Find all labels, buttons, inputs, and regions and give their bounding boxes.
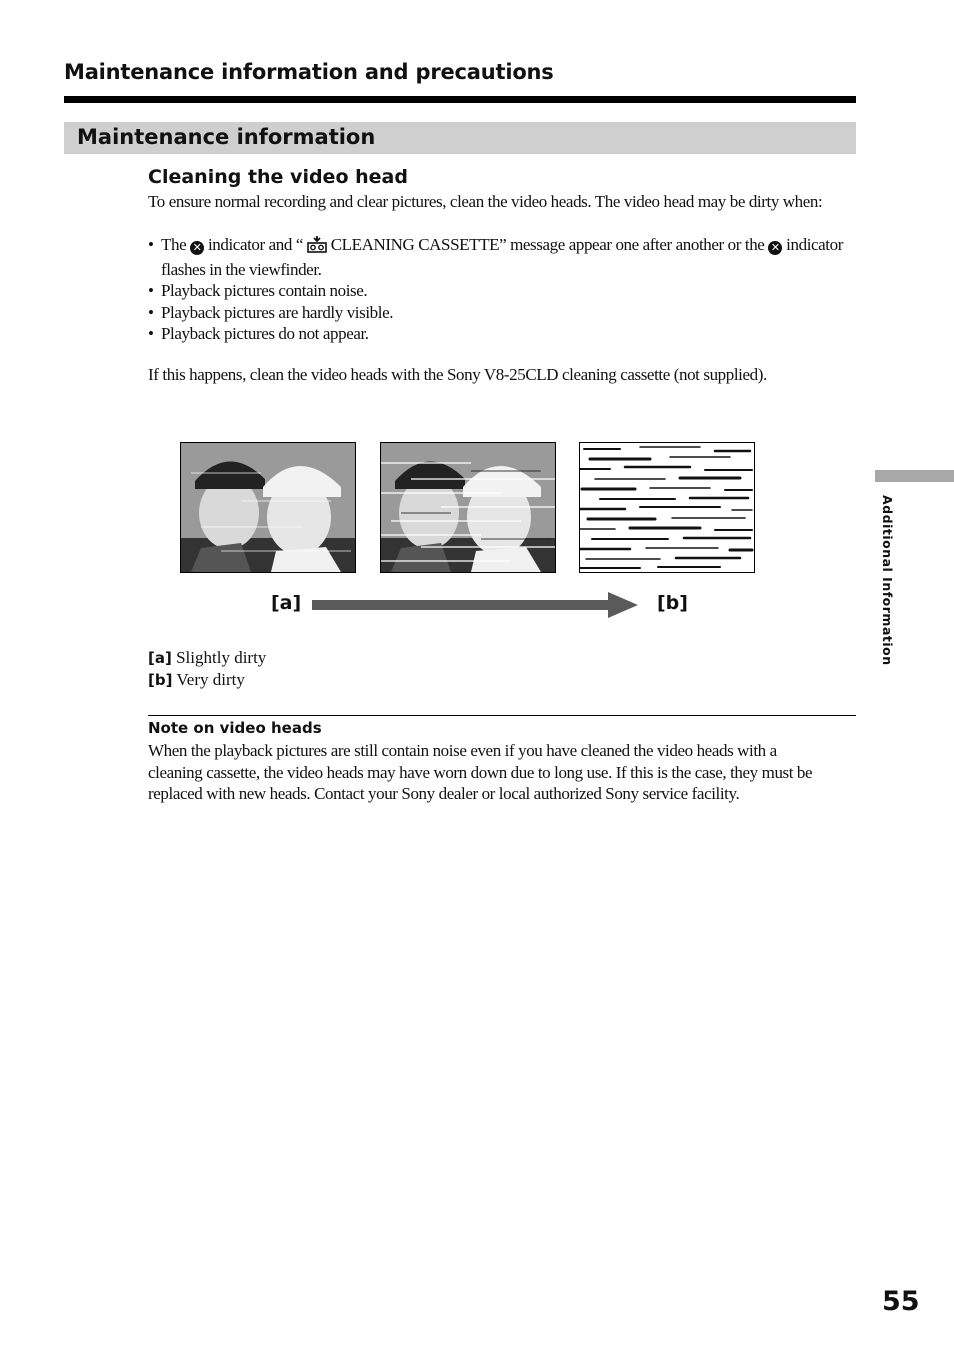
figure-label-a: [a] <box>271 592 302 614</box>
note-paragraph: When the playback pictures are still contain noise even if you have cleaned the video heads with a cleaning cassette, the video heads may have worn down due to long use. If this is the case, they must be replaced with new heads. Contact your Sony dealer or local authorized Sony service facility. <box>148 741 813 803</box>
legend-text-a: Slightly dirty <box>176 648 267 667</box>
legend-text-b: Very dirty <box>176 670 245 689</box>
bullet-text: indicator flashes in the viewfinder. <box>161 235 843 279</box>
conclusion-paragraph: If this happens, clean the video heads with the Sony V8-25CLD cleaning cassette (not supplied). <box>148 365 767 384</box>
side-tab-marker <box>875 470 954 482</box>
photo-slightly-dirty <box>180 442 356 573</box>
subheading-bar <box>64 122 856 154</box>
list-item: • Playback pictures are hardly visible. <box>148 302 848 324</box>
figure-label-b: [b] <box>657 592 688 614</box>
section-title: Maintenance information and precautions <box>64 60 554 84</box>
symptom-list <box>148 234 848 345</box>
note-divider <box>148 715 856 716</box>
intro-paragraph: To ensure normal recording and clear pictures, clean the video heads. The video head may be dirty when: <box>148 192 823 211</box>
photo-moderately-dirty <box>380 442 556 573</box>
list-item: • Playback pictures contain noise. <box>148 280 848 302</box>
bullet-text: indicator and “ <box>207 235 303 254</box>
cleaning-cassette-icon <box>307 235 327 259</box>
bullet-text: CLEANING CASSETTE” message appear one after another or the <box>330 235 765 254</box>
warning-x-icon: ✕ <box>768 241 782 255</box>
page-number: 55 <box>882 1286 920 1317</box>
legend-row-a <box>148 647 266 669</box>
subheading: Maintenance information <box>77 125 376 149</box>
legend-row-b <box>148 669 266 691</box>
progress-arrow <box>312 590 640 620</box>
note-heading: Note on video heads <box>148 719 322 737</box>
list-item: • Playback pictures do not appear. <box>148 323 848 345</box>
list-item <box>148 234 848 280</box>
legend-key-a: [a] <box>148 649 172 667</box>
section-rule <box>64 96 856 103</box>
bullet-text: The <box>161 235 187 254</box>
side-section-label: Additional Information <box>880 495 895 666</box>
photo-very-dirty <box>579 442 755 573</box>
figure-legend <box>148 647 266 691</box>
legend-key-b: [b] <box>148 671 173 689</box>
warning-x-icon: ✕ <box>190 241 204 255</box>
topic-title: Cleaning the video head <box>148 166 408 188</box>
